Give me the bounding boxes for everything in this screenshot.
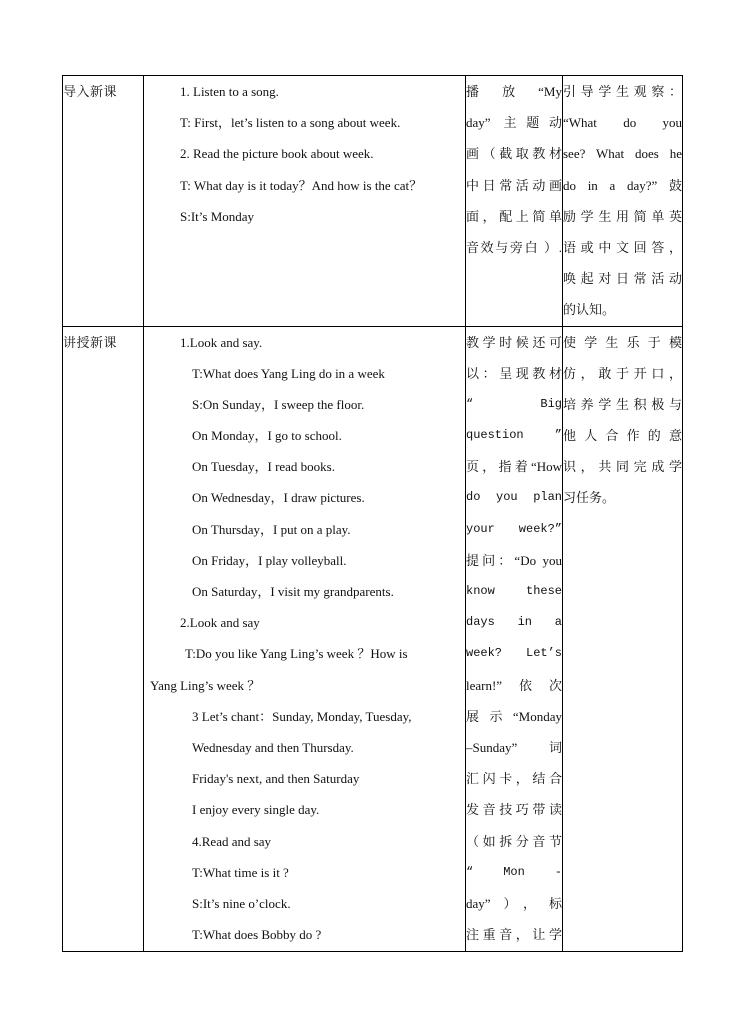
media-line: your week?” [466, 521, 562, 536]
media-line: “ Big [466, 396, 562, 411]
process-line: On Friday，I play volleyball. [192, 552, 347, 568]
media-line: week? Let’s [466, 646, 562, 661]
process-line: 1. Listen to a song. [180, 84, 279, 99]
media-line: question ” [466, 428, 562, 443]
table-row-teaching [63, 326, 683, 951]
process-line: 4.Read and say [192, 833, 272, 849]
media-line: 中日常活动画 [466, 177, 562, 193]
media-line: 画（截取教材 [466, 146, 562, 162]
media-line: do you plan [466, 490, 562, 505]
process-line: On Wednesday，I draw pictures. [192, 490, 365, 506]
media-line: 发音技巧带读 [466, 802, 562, 818]
process-line: On Thursday，I put on a play. [192, 521, 351, 537]
process-line: On Saturday，I visit my grandparents. [192, 584, 394, 599]
aim-line: 习任务。 [563, 490, 616, 506]
process-line: 1.Look and say. [180, 334, 263, 350]
media-line: 页，指着“How [466, 459, 562, 475]
stage-cell: 导入新课 [63, 76, 144, 327]
process-line: On Monday，I go to school. [192, 428, 342, 444]
media-line: 展示“Monday [466, 708, 562, 724]
media-line: “ Mon - [466, 864, 562, 879]
media-line: –Sunday” 词 [466, 739, 562, 755]
process-line: S:On Sunday，I sweep the floor. [192, 396, 365, 412]
aim-line: “What do you [563, 115, 682, 131]
aim-line: 培养学生积极与 [563, 396, 682, 412]
media-line: 注重音，让学 [466, 927, 562, 943]
process-line: On Tuesday，I read books. [192, 459, 335, 475]
process-line: S:It’s nine o’clock. [192, 895, 291, 911]
process-line: T: First，let’s listen to a song about week. [180, 115, 401, 131]
stage-cell: 讲授新课 [63, 326, 144, 951]
media-line: 提问：“Do you [466, 552, 562, 568]
aim-line: 的认知。 [563, 302, 616, 318]
media-line: 音效与旁白 ）. [466, 239, 562, 255]
process-line: 2. Read the picture book about week. [180, 146, 374, 162]
process-line: 2.Look and say [180, 615, 260, 631]
aim-cell [563, 76, 683, 327]
aim-line: 识，共同完成学 [563, 459, 682, 475]
process-line: Wednesday and then Thursday. [192, 739, 354, 755]
process-cell [144, 326, 466, 951]
process-cell [144, 76, 466, 327]
process-line: T:What does Yang Ling do in a week [192, 365, 385, 381]
table-row-intro [63, 76, 683, 327]
aim-line: 仿，敢于开口， [563, 365, 682, 381]
aim-line: 使学生乐于模 [563, 334, 682, 350]
aim-line: do in a day?” 鼓 [563, 177, 682, 193]
media-cell [466, 326, 563, 951]
media-line: 以：呈现教材 [466, 365, 562, 381]
aim-line: 语或中文回答， [563, 239, 682, 255]
aim-line: see? What does he [563, 146, 682, 162]
media-line: learn!”依次 [466, 677, 562, 693]
media-cell [466, 76, 563, 327]
process-line: T:What time is it ? [192, 864, 289, 880]
media-line: day”），标 [466, 895, 562, 911]
media-line: 播 放 “My [466, 84, 562, 99]
lesson-plan-table [62, 75, 683, 952]
media-line: 汇闪卡，结合 [466, 771, 562, 787]
process-line: 3 Let’s chant：Sunday, Monday, Tuesday, [192, 708, 412, 724]
process-line: Friday's next, and then Saturday [192, 771, 360, 787]
media-line: （如拆分音节 [466, 833, 562, 849]
process-line: T:What does Bobby do ? [192, 927, 322, 943]
process-line: I enjoy every single day. [192, 802, 320, 818]
aim-cell [563, 326, 683, 951]
aim-line: 引导学生观察： [563, 84, 682, 99]
media-line: 教学时候还可 [466, 334, 562, 350]
media-line: 面，配上简单 [466, 208, 562, 224]
media-line: days in a [466, 615, 562, 630]
process-line: T: What day is it today？And how is the cat？ [180, 177, 423, 193]
process-line: T:Do you like Yang Ling’s week ？How is [185, 646, 408, 662]
media-line: know these [466, 584, 562, 598]
media-line: day” 主题动 [466, 115, 562, 131]
aim-line: 励学生用简单英 [563, 208, 682, 224]
process-line: S:It’s Monday [180, 208, 255, 224]
process-line: Yang Ling’s week ？ [150, 677, 261, 693]
aim-line: 唤起对日常活动 [563, 271, 682, 287]
aim-line: 他人合作的意 [563, 428, 682, 444]
